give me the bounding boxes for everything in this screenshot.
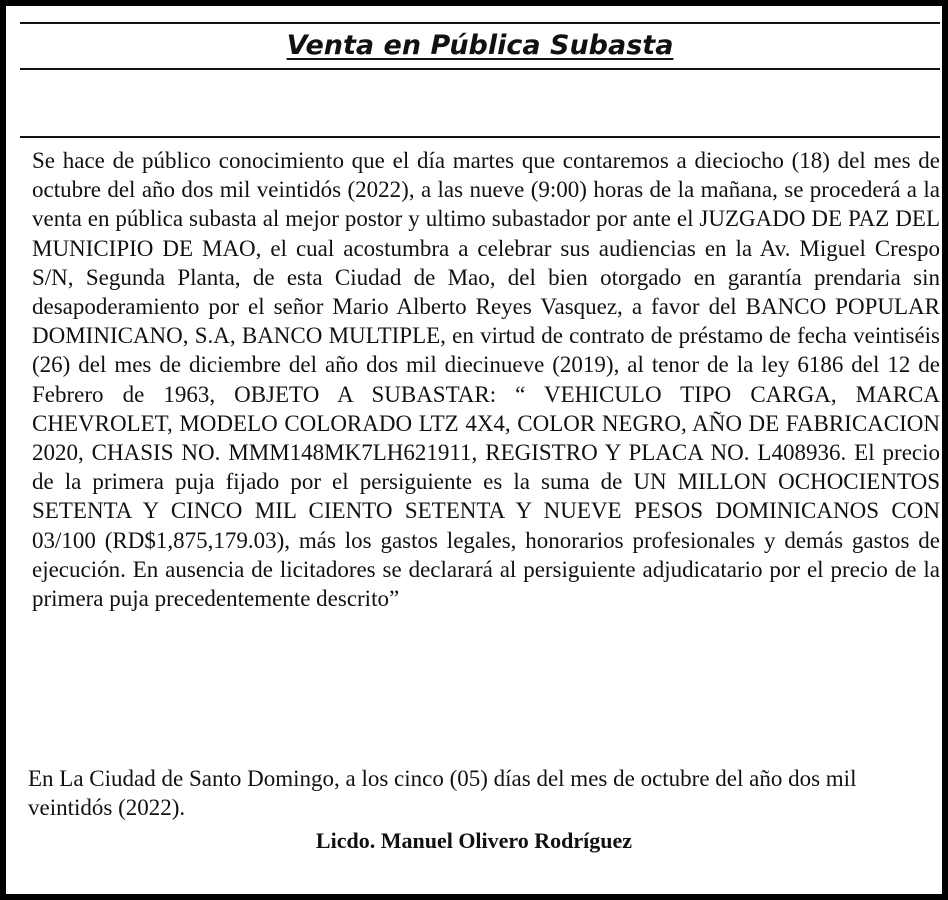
notice-title-text: Venta en Pública Subasta: [286, 30, 674, 61]
signature: Licdo. Manuel Olivero Rodríguez: [315, 828, 633, 853]
notice-title: [20, 30, 940, 61]
title-box: [20, 22, 940, 70]
notice-body-paragraph: Se hace de público conocimiento que el día martes que contaremos a dieciocho (18) del mes de octubre del año dos mil veintidós (2022), a las nueve (9:00) horas de la mañana, se procederá a la venta en pública subasta al mejor postor y ultimo subastador por ante el JUZGADO DE PAZ DEL MUNICIPIO DE MAO, el cual acostumbra a celebrar sus audiencias en la Av. Miguel Crespo S/N, Segunda Planta, de esta Ciudad de Mao, del bien otorgado en garantía prendaria sin desapoderamiento por el señor Mario Alberto Reyes Vasquez, a favor del BANCO POPULAR DOMINICANO, S.A, BANCO MULTIPLE, en virtud de contrato de préstamo de fecha veintiséis (26) del mes de diciembre del año dos mil diecinueve (2019), al tenor de la ley 6186 del 12 de Febrero de 1963, OBJETO A SUBASTAR: “ VEHICULO TIPO CARGA, MARCA CHEVROLET, MODELO COLORADO LTZ 4X4, COLOR NEGRO, AÑO DE FABRICACION 2020, CHASIS NO. MMM148MK7LH621911, REGISTRO Y PLACA NO. L408936. El precio de la primera puja fijado por el persiguiente es la suma de UN MILLON OCHOCIENTOS SETENTA Y CINCO MIL CIENTO SETENTA Y NUEVE PESOS DOMINICANOS CON 03/100 (RD$1,875,179.03), más los gastos legales, honorarios profesionales y demás gastos de ejecución. En ausencia de licitadores se declarará al persiguiente adjudicatario por el precio de la primera puja precedentemente descrito”: [32, 148, 940, 612]
notice-closing: En La Ciudad de Santo Domingo, a los cinco (05) días del mes de octubre del año dos mil veintidós (2022).: [28, 766, 857, 821]
notice-body: [32, 146, 940, 613]
divider-rule: [20, 136, 940, 138]
